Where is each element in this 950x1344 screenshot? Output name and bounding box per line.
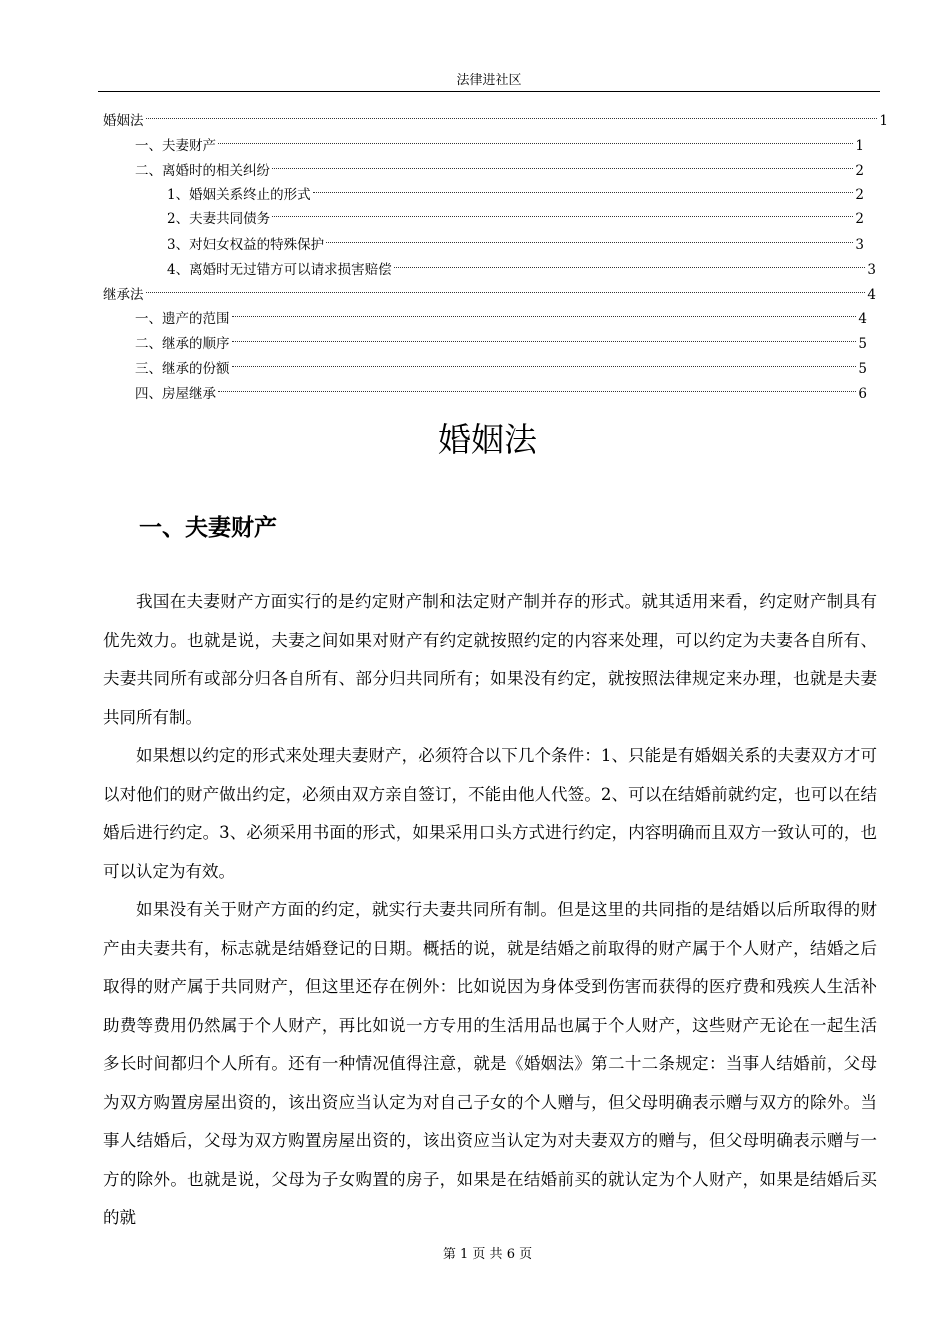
toc-entry-label: 三、继承的份额	[135, 361, 230, 377]
toc-entry-label: 1、婚姻关系终止的形式	[167, 187, 311, 203]
toc-entry-page: 3	[867, 262, 876, 278]
toc-entry[interactable]	[167, 200, 864, 227]
toc-leader-dots	[313, 170, 854, 193]
toc-leader-dots	[146, 96, 878, 119]
toc-leader-dots	[232, 319, 857, 342]
toc-leader-dots	[218, 369, 856, 392]
toc-entry-label: 3、对妇女权益的特殊保护	[167, 237, 325, 253]
toc-entry-label: 一、夫妻财产	[135, 138, 216, 154]
toc-entry-page: 5	[858, 336, 867, 352]
page-footer: 第 1 页 共 6 页	[442, 1247, 533, 1262]
toc-entry-label: 2、夫妻共同债务	[167, 211, 271, 227]
toc-leader-dots	[272, 146, 853, 169]
toc-entry-page: 6	[858, 386, 867, 402]
running-header: 法律进社区	[456, 73, 522, 88]
toc-leader-dots	[232, 294, 857, 317]
toc-entry[interactable]	[135, 375, 867, 402]
header-divider	[98, 91, 880, 92]
paragraph: 如果想以约定的形式来处理夫妻财产，必须符合以下几个条件：1、只能是有婚姻关系的夫妻双方才可以对他们的财产做出约定，必须由双方亲自签订，不能由他人代签。2、可以在结婚前就约定，也可以在结婚后进行约定。3、必须采用书面的形式，如果采用口头方式进行约定，内容明确而且双方一致认可的，也可以认定为有效。	[103, 746, 877, 881]
toc-entry-page: 2	[855, 187, 864, 203]
toc-leader-dots	[394, 245, 866, 268]
toc-leader-dots	[326, 220, 853, 243]
toc-leader-dots	[146, 270, 866, 293]
paragraph: 如果没有关于财产方面的约定，就实行夫妻共同所有制。但是这里的共同指的是结婚以后所取得的财产由夫妻共有，标志就是结婚登记的日期。概括的说，就是结婚之前取得的财产属于个人财产，结婚之后取得的财产属于共同财产，但这里还存在例外：比如说因为身体受到伤害而获得的医疗费和残疾人生活补助费等费用仍然属于个人财产，再比如说一方专用的生活用品也属于个人财产，这些财产无论在一起生活多长时间都归个人所有。还有一种情况值得注意，就是《婚姻法》第二十二条规定：当事人结婚前，父母为双方购置房屋出资的，该出资应当认定为对自己子女的个人赠与，但父母明确表示赠与双方的除外。当事人结婚后，父母为双方购置房屋出资的，该出资应当认定为对夫妻双方的赠与，但父母明确表示赠与一方的除外。也就是说，父母为子女购置的房子，如果是在结婚前买的就认定为个人财产，如果是结婚后买的就	[103, 900, 877, 1227]
toc-entry-label: 婚姻法	[103, 113, 144, 129]
toc-entry-page: 1	[879, 113, 888, 129]
document-title: 婚姻法	[438, 420, 537, 459]
toc-entry-page: 5	[858, 361, 867, 377]
toc-leader-dots	[232, 344, 857, 367]
toc-entry-label: 继承法	[103, 287, 144, 303]
toc-entry-page: 1	[855, 138, 864, 154]
body-text	[103, 583, 877, 1238]
toc-entry-label: 二、离婚时的相关纠纷	[135, 163, 270, 179]
toc-entry-page: 2	[855, 211, 864, 227]
toc-entry-label: 四、房屋继承	[135, 386, 216, 402]
paragraph: 我国在夫妻财产方面实行的是约定财产制和法定财产制并存的形式。就其适用来看，约定财产制具有优先效力。也就是说，夫妻之间如果对财产有约定就按照约定的内容来处理，可以约定为夫妻各自所有、夫妻共同所有或部分归各自所有、部分归共同所有；如果没有约定，就按照法律规定来办理，也就是夫妻共同所有制。	[103, 592, 877, 727]
toc-entry-page: 2	[855, 163, 864, 179]
toc-leader-dots	[218, 121, 853, 144]
toc-entry-page: 4	[858, 311, 867, 327]
toc-entry-page: 3	[855, 237, 864, 253]
toc-entry-page: 4	[867, 287, 876, 303]
toc-leader-dots	[272, 194, 853, 217]
toc-entry-label: 4、离婚时无过错方可以请求损害赔偿	[167, 262, 392, 278]
section-heading: 一、夫妻财产	[139, 515, 277, 541]
toc-entry-label: 二、继承的顺序	[135, 336, 230, 352]
toc-entry-label: 一、遗产的范围	[135, 311, 230, 327]
